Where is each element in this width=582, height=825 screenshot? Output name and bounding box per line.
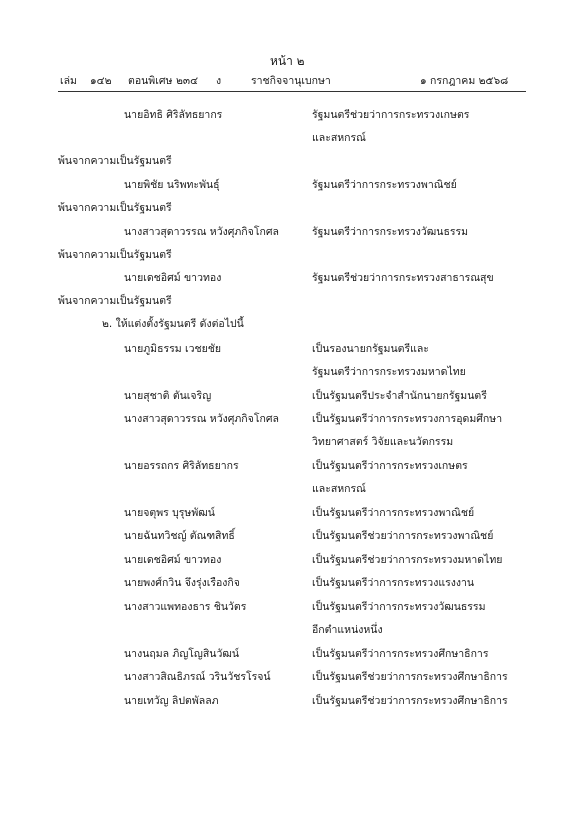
minister-position: รัฐมนตรีช่วยว่าการกระทรวงเกษตร bbox=[312, 109, 470, 121]
minister-position: เป็นรัฐมนตรีว่าการกระทรวงการอุดมศึกษา bbox=[312, 413, 503, 425]
section-letter: ง bbox=[216, 75, 222, 87]
minister-name: นางสาวสุดาวรรณ หวังศุภกิจโกศล bbox=[124, 413, 279, 425]
status-text: พ้นจากความเป็นรัฐมนตรี bbox=[58, 202, 172, 214]
minister-name: นางสาวแพทองธาร ชินวัตร bbox=[124, 601, 247, 613]
minister-name: นายเทวัญ ลิปตพัลลภ bbox=[124, 695, 219, 707]
minister-name: นางสาวสุดาวรรณ หวังศุภกิจโกศล bbox=[124, 226, 279, 238]
header-rule bbox=[58, 91, 526, 92]
minister-position: เป็นรัฐมนตรีช่วยว่าการกระทรวงพาณิชย์ bbox=[312, 530, 494, 542]
minister-name: นายพงศ์กวิน จึงรุ่งเรืองกิจ bbox=[124, 577, 240, 589]
minister-position: เป็นรองนายกรัฐมนตรีและ bbox=[312, 343, 429, 355]
minister-position: รัฐมนตรีช่วยว่าการกระทรวงสาธารณสุข bbox=[312, 272, 494, 284]
minister-name: นายภูมิธรรม เวชยชัย bbox=[124, 343, 222, 355]
minister-position: เป็นรัฐมนตรีว่าการกระทรวงวัฒนธรรม bbox=[312, 601, 486, 613]
issue-date: ๑ กรกฎาคม ๒๕๖๘ bbox=[420, 75, 509, 87]
minister-position: รัฐมนตรีว่าการกระทรวงพาณิชย์ bbox=[312, 179, 457, 191]
status-text: พ้นจากความเป็นรัฐมนตรี bbox=[58, 155, 172, 167]
minister-position: เป็นรัฐมนตรีว่าการกระทรวงแรงงาน bbox=[312, 577, 475, 589]
minister-name: นายเดชอิศม์ ขาวทอง bbox=[124, 272, 222, 284]
status-text: พ้นจากความเป็นรัฐมนตรี bbox=[58, 249, 172, 261]
minister-position: เป็นรัฐมนตรีประจำสำนักนายกรัฐมนตรี bbox=[312, 390, 487, 402]
minister-position: เป็นรัฐมนตรีว่าการกระทรวงพาณิชย์ bbox=[312, 507, 475, 519]
volume-label: เล่ม bbox=[60, 75, 77, 87]
minister-position-cont: รัฐมนตรีว่าการกระทรวงมหาดไทย bbox=[312, 366, 466, 378]
gazette-title: ราชกิจจานุเบกษา bbox=[251, 75, 331, 87]
minister-name: นายจตุพร บุรุษพัฒน์ bbox=[124, 507, 215, 519]
minister-position: เป็นรัฐมนตรีช่วยว่าการกระทรวงศึกษาธิการ bbox=[312, 695, 508, 707]
minister-name: นายฉันทวิชญ์ ตัณฑสิทธิ์ bbox=[124, 530, 235, 542]
minister-position-cont: วิทยาศาสตร์ วิจัยและนวัตกรรม bbox=[312, 436, 454, 448]
minister-name: นายพิชัย นริพทะพันธุ์ bbox=[124, 179, 220, 191]
minister-name: นางสาวสิณธิภรณ์ วรินวัชรโรจน์ bbox=[124, 671, 271, 683]
volume-number: ๑๔๒ bbox=[90, 75, 112, 87]
minister-position: รัฐมนตรีว่าการกระทรวงวัฒนธรรม bbox=[312, 226, 469, 238]
minister-position: เป็นรัฐมนตรีว่าการกระทรวงศึกษาธิการ bbox=[312, 648, 489, 660]
section-label: ตอนพิเศษ bbox=[128, 75, 173, 87]
section-2-title: ๒. ให้แต่งตั้งรัฐมนตรี ดังต่อไปนี้ bbox=[102, 318, 244, 330]
minister-name: นายเดชอิศม์ ขาวทอง bbox=[124, 554, 222, 566]
status-text: พ้นจากความเป็นรัฐมนตรี bbox=[58, 295, 172, 307]
minister-name: นายอรรถกร ศิริลัทธยากร bbox=[124, 460, 239, 472]
minister-name: นายอิทธิ ศิริลัทธยากร bbox=[124, 109, 223, 121]
minister-position-cont: และสหกรณ์ bbox=[312, 132, 366, 144]
minister-name: นางนฤมล ภิญโญสินวัฒน์ bbox=[124, 648, 240, 660]
page-number: หน้า ๒ bbox=[270, 54, 305, 68]
minister-position: เป็นรัฐมนตรีช่วยว่าการกระทรวงมหาดไทย bbox=[312, 554, 503, 566]
minister-name: นายสุชาติ ตันเจริญ bbox=[124, 390, 212, 402]
minister-position: เป็นรัฐมนตรีช่วยว่าการกระทรวงศึกษาธิการ bbox=[312, 671, 508, 683]
minister-position: เป็นรัฐมนตรีว่าการกระทรวงเกษตร bbox=[312, 460, 468, 472]
minister-position-cont: และสหกรณ์ bbox=[312, 483, 366, 495]
section-number: ๒๓๔ bbox=[176, 75, 199, 87]
minister-position-cont: อีกตำแหน่งหนึ่ง bbox=[312, 624, 383, 636]
